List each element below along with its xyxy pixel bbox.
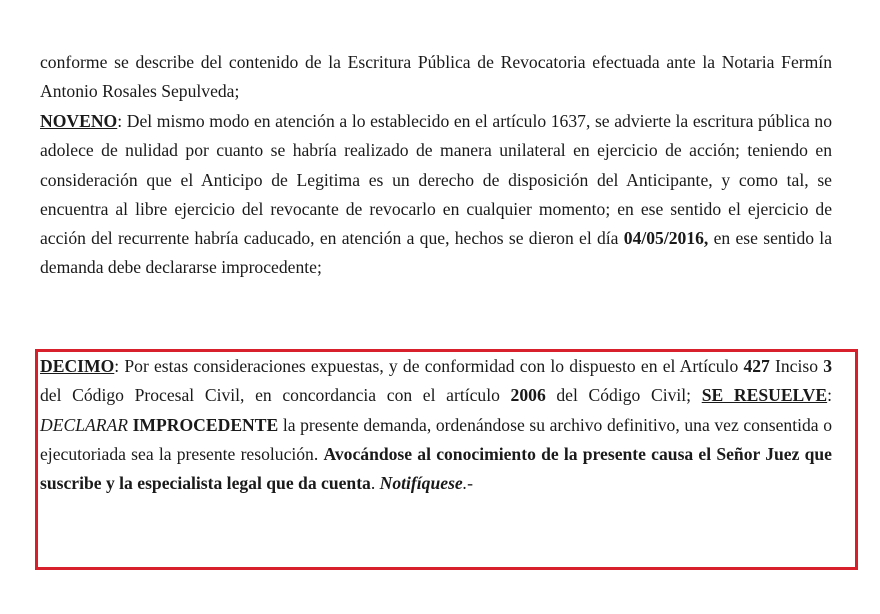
avocandose-text: Avocándose al conocimiento de la presente causa el Señor Juez que suscribe y la especialista legal que da cuenta <box>40 443 832 494</box>
civil-article-number: 2006 <box>510 385 546 406</box>
decimo-text-d: del Código Civil; <box>545 385 702 406</box>
heading-noveno: NOVENO <box>40 111 118 131</box>
declarar: DECLARAR <box>40 414 128 435</box>
inciso-number: 3 <box>823 356 832 376</box>
paragraph-noveno <box>40 107 832 283</box>
paragraph-decimo <box>40 352 832 498</box>
paragraph-1-text: conforme se describe del contenido de la Escritura Pública de Revocatoria efectuada ante la Notaria Fermín Antonio Rosales Sepulveda; <box>40 52 832 102</box>
noveno-date: 04/05/2016, <box>623 228 709 249</box>
decimo-text-e: : <box>827 385 833 406</box>
decimo-text-g: . <box>370 473 380 494</box>
heading-decimo: DECIMO <box>40 356 115 376</box>
improcedente: IMPROCEDENTE <box>132 414 279 435</box>
decimo-text-f: la presente demanda, ordenándose su archivo definitivo, una vez consentida o ejecutoriada sea la presente resolución. <box>40 414 832 464</box>
paragraph-continuation <box>40 48 832 107</box>
noveno-text-b: en ese sentido la demanda debe declararse improcedente; <box>40 228 833 278</box>
noveno-text-a: : Del mismo modo en atención a lo establecido en el artículo 1637, se advierte la escritura pública no adolece de nulidad por cuanto se habría realizado de manera unilateral en ejercicio de acción; teniendo en consideración que el Anticipo de Legitima es un derecho de disposición del Anticipante, y como tal, se encuentra al libre ejercicio del revocante de revocarlo en cualquier momento; en ese sentido el ejercicio de acción del recurrente habría caducado, en atención a que, hechos se dieron el día <box>40 111 832 249</box>
decimo-text-h: .- <box>462 473 473 494</box>
notifiquese: Notifíquese <box>379 473 463 494</box>
decimo-text-b: Inciso <box>769 356 824 376</box>
article-number: 427 <box>743 356 770 376</box>
decimo-text-c: del Código Procesal Civil, en concordancia con el artículo <box>40 385 511 406</box>
se-resuelve: SE RESUELVE <box>701 385 828 406</box>
decimo-text-a: : Por estas consideraciones expuestas, y de conformidad con lo dispuesto en el Artículo <box>114 356 744 376</box>
